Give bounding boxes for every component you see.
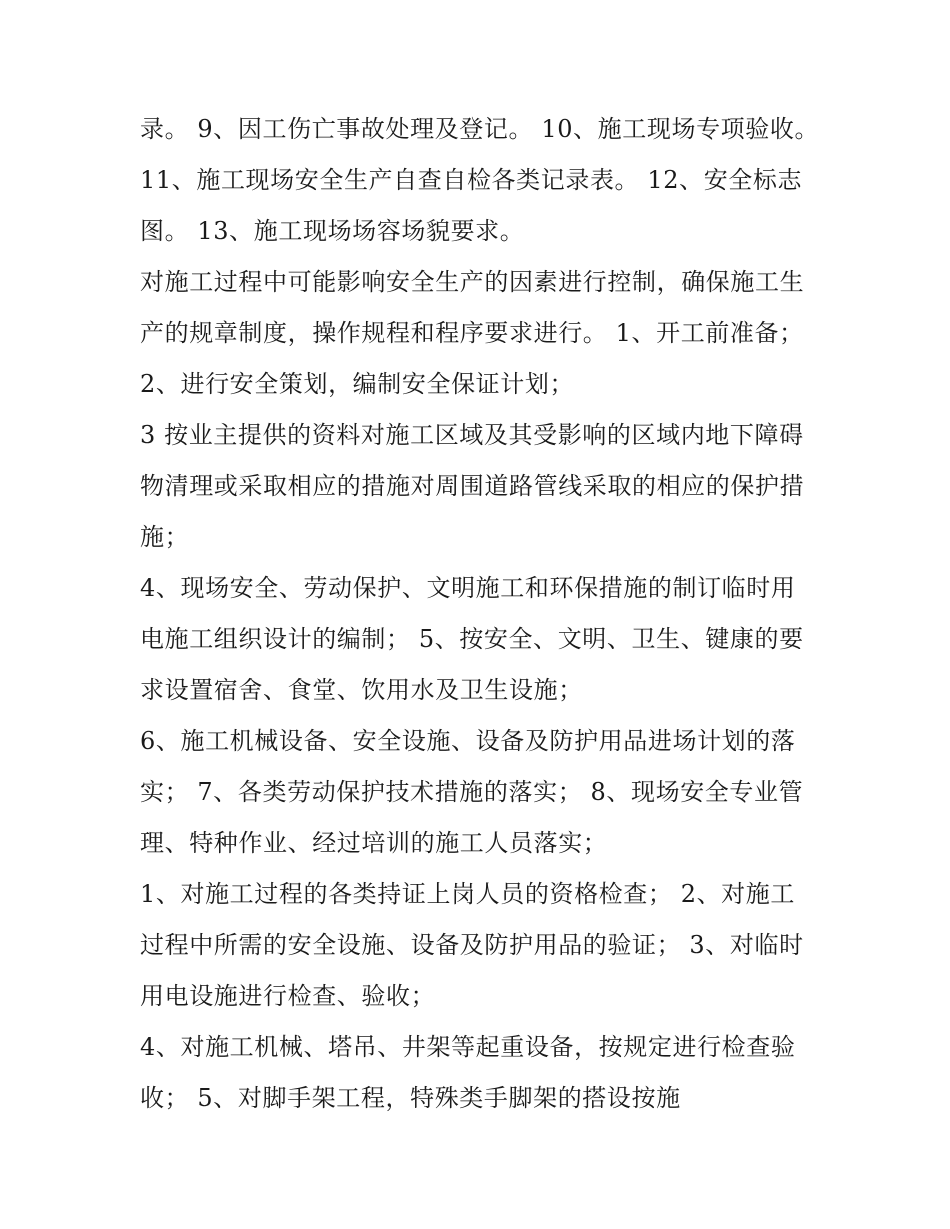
text-line: 图。 13、施工现场场容场貌要求。 <box>140 217 525 245</box>
text-line: 3 按业主提供的资料对施工区域及其受影响的区域内地下障碍 <box>140 421 804 449</box>
text-line: 产的规章制度，操作规程和程序要求进行。 1、开工前准备； <box>140 319 804 347</box>
text-line: 电施工组织设计的编制； 5、按安全、文明、卫生、键康的要 <box>140 625 804 653</box>
text-line: 实； 7、各类劳动保护技术措施的落实； 8、现场安全专业管 <box>140 778 804 806</box>
text-line: 1、对施工过程的各类持证上岗人员的资格检查； 2、对施工 <box>140 880 795 908</box>
text-line: 理、特种作业、经过培训的施工人员落实； <box>140 829 608 857</box>
text-line: 求设置宿舍、食堂、饮用水及卫生设施； <box>140 676 583 704</box>
text-line: 6、施工机械设备、安全设施、设备及防护用品进场计划的落 <box>140 727 796 755</box>
text-line: 用电设施进行检查、验收； <box>140 982 436 1010</box>
text-line: 对施工过程中可能影响安全生产的因素进行控制，确保施工生 <box>140 268 805 296</box>
text-line: 录。 9、因工伤亡事故处理及登记。 10、施工现场专项验收。 <box>140 115 820 143</box>
text-line: 4、现场安全、劳动保护、文明施工和环保措施的制订临时用 <box>140 574 796 602</box>
text-line: 11、施工现场安全生产自查自检各类记录表。 12、安全标志 <box>140 166 803 194</box>
text-line: 收； 5、对脚手架工程，特殊类手脚架的搭设按施 <box>140 1084 681 1112</box>
text-line: 物清理或采取相应的措施对周围道路管线采取的相应的保护措 <box>140 472 805 500</box>
text-line: 过程中所需的安全设施、设备及防护用品的验证； 3、对临时 <box>140 931 804 959</box>
text-line: 2、进行安全策划，编制安全保证计划； <box>140 370 575 398</box>
text-line: 4、对施工机械、塔吊、井架等起重设备，按规定进行检查验 <box>140 1033 796 1061</box>
text-line: 施； <box>140 523 190 551</box>
